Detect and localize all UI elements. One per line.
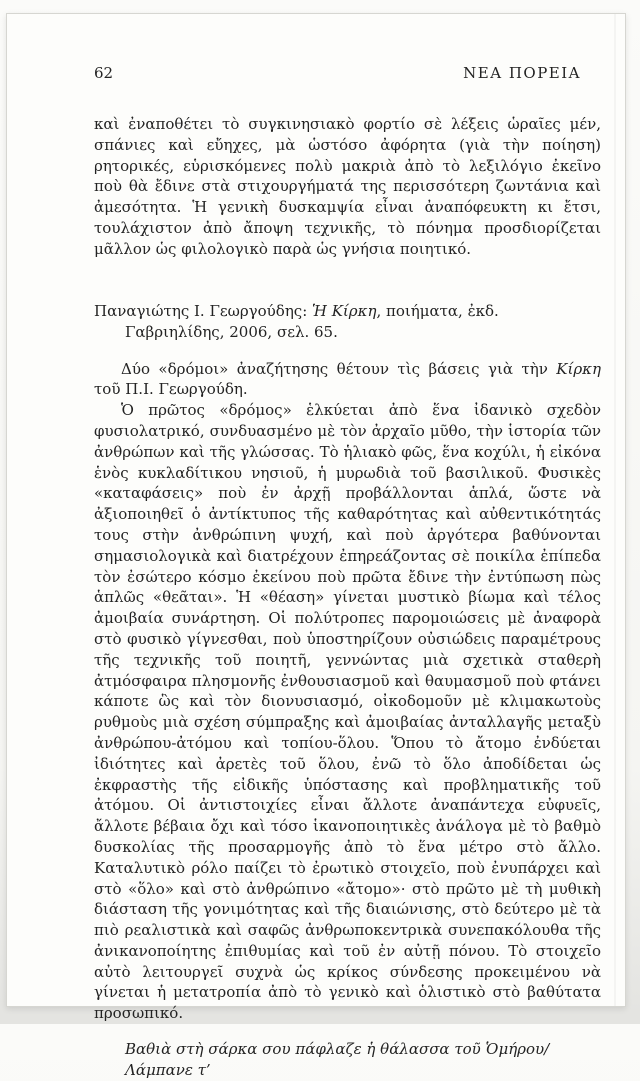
page-number: 62 (94, 64, 114, 82)
paragraph-continuation: καὶ ἐναποθέτει τὸ συγκινησιακὸ φορτίο σὲ λέξεις ὡραῖες μέν, σπάνιες καὶ εὔηχες, μὰ ὡστόσο ἀφόρητα (γιὰ τὴν ποίηση) ρητορικές, εὑρισκόμενες πολὺ μακριὰ ἀπὸ τὸ λεξιλόγιο ἐκεῖνο ποὺ θὰ ἔδινε στὰ στιχουργήματά της περισσότερη ζωντάνια καὶ ἀμεσότητα. Ἡ γενικὴ δυσκαμψία εἶναι ἀναπόφευκτη κι ἔτσι, τουλάχιστον ἀπὸ ἄποψη τεχνικῆς, τὸ πόνημα προσδιορίζεται μᾶλλον ὡς φιλολογικὸ παρὰ ὡς γνήσια ποιητικό. (94, 115, 601, 258)
paragraph-intro: Δύο «δρόμοι» ἀναζήτησης θέτουν τὶς βάσεις γιὰ τὴν Κίρκη τοῦ Π.Ι. Γεωργούδη. (94, 359, 601, 399)
paragraph-main: Ὁ πρῶτος «δρόμος» ἑλκύεται ἀπὸ ἕνα ἰδανικὸ σχεδὸν φυσιολατρικό, συνδυασμένο μὲ τὸν ἀρχαῖο μῦθο, τὴν ἱστορία τῶν ἀνθρώπων καὶ τῆς γλώσσας. Τὸ ἡλιακὸ φῶς, ἕνα κοχύλι, ἡ εἰκόνα ἑνὸς κυκλαδίτικου νησιοῦ, ἡ μυρωδιὰ τοῦ βασιλικοῦ. Φυσικὲς «καταφάσεις» ποὺ ἐν ἀρχῇ προβάλλονται ἁπλά, ὥστε νὰ ἀξιοποιηθεῖ ὁ ἀντίκτυπος τῆς καθαρότητας καὶ αὐθεντικότητάς τους στὴν ἀνθρώπινη ψυχή, καὶ ποὺ ἀργότερα βαθύνονται σημασιολογικὰ καὶ διατρέχουν ἐπηρεάζοντας σὲ ποικίλα ἐπίπεδα τὸν ἐσώτερο κόσμο ἐκείνου ποὺ πρῶτα ἔδινε τὴν ἐντύπωση πὼς ἁπλῶς «θεᾶται». Ἡ «θέαση» γίνεται μυστικὸ βίωμα καὶ τέλος ἀμοιβαία συνάρτηση. Οἱ πολύτροπες παρομοιώσεις μὲ ἀναφορὰ στὸ φυσικὸ γίγνεσθαι, ποὺ ὑποστηρίζουν οὐσιώδεις παραμέτρους τῆς τεχνικῆς τοῦ ποιητῆ, γεννώντας μιὰ σχετικὰ σταθερὴ ἀτμόσφαιρα πλησμονῆς ἐνθουσιασμοῦ καὶ θαυμασμοῦ ποὺ φτάνει κάποτε ὣς καὶ τὸν διονυσιασμό, οἰκοδομοῦν μὲ κλιμακωτοὺς ρυθμοὺς μιὰ σχέση σύμπραξης καὶ ἀμοιβαίας ἀνταλλαγῆς μεταξὺ ἀνθρώπου-ἀτόμου καὶ τοπίου-ὅλου. Ὅπου τὸ ἄτομο ἐνδύεται ἰδιότητες καὶ ἀρετὲς τοῦ ὅλου, ἐνῶ τὸ ὅλο ἀποδίδεται ὡς ἐκφραστὴς τῆς εἰδικῆς ὑπόστασης καὶ προβληματικῆς τοῦ ἀτόμου. Οἱ ἀντιστοιχίες εἶναι ἄλλοτε ἀναπάντεχα εὐφυεῖς, ἄλλοτε βέβαια ὄχι καὶ τόσο ἱκανοποιητικὲς ἀνάλογα μὲ τὸ βαθμὸ δυσκολίας τῆς προσαρμογῆς ἀπὸ τὸ ἕνα μέτρο στὸ ἄλλο. Καταλυτικὸ ρόλο παίζει τὸ ἐρωτικὸ στοιχεῖο, ποὺ ἐνυπάρχει καὶ στὸ «ὅλο» καὶ στὸ ἀνθρώπινο «ἄτομο»· στὸ πρῶτο μὲ τὴ μυθικὴ διάσταση τῆς γονιμότητας καὶ τῆς διαιώνισης, στὸ δεύτερο μὲ τὰ πιὸ ρεαλιστικὰ καὶ σαφῶς ἀνθρωποκεντρικὰ συνεπακόλουθα τῆς ἀνικανοποίητης ἐπιθυμίας καὶ τοῦ ἐν αὐτῇ πόνου. Τὸ στοιχεῖο αὐτὸ λειτουργεῖ συχνὰ ὡς κρίκος σύνδεσης προκειμένου νὰ γίνεται ἡ μετατροπία ἀπὸ τὸ γενικὸ καὶ ὁλιστικὸ στὸ βαθύτατα προσωπικό. (94, 401, 601, 1023)
journal-title: ΝΕΑ ΠΟΡΕΙΑ (463, 64, 581, 82)
scanned-book-page (6, 13, 626, 1080)
running-header (94, 65, 601, 81)
verse-quote: Βαθιὰ στὴ σάρκα σου πάφλαζε ἡ θάλασσα τοῦ Ὁμήρου/Λάμπανε τ’ (125, 1040, 550, 1080)
book-citation: Παναγιώτης Ι. Γεωργούδης: Ἡ Κίρκη, ποιήματα, ἐκδ. Γαβριηλίδης, 2006, σελ. 65. (94, 301, 499, 341)
